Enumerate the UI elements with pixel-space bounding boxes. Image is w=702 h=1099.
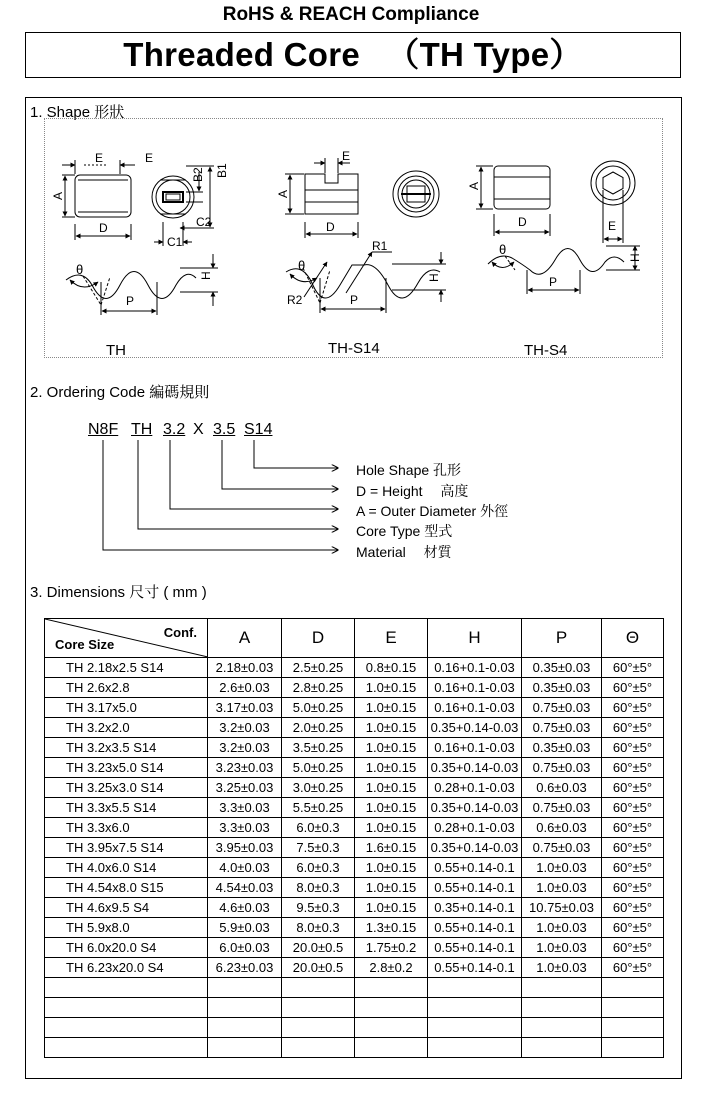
dimension-cell: 5.0±0.25 [282, 698, 355, 718]
code-diameter: 3.2 [163, 421, 186, 438]
dimension-cell: 0.35±0.03 [522, 678, 602, 698]
ths14-label-theta: θ [298, 258, 306, 273]
core-size-cell: TH 3.23x5.0 S14 [45, 758, 208, 778]
core-size-cell: TH 2.18x2.5 S14 [45, 658, 208, 678]
table-row [45, 758, 664, 778]
table-row [45, 778, 664, 798]
empty-cell [208, 1038, 282, 1058]
dimension-cell: 0.35+0.14-0.03 [428, 798, 522, 818]
ths14-label-e: E [342, 149, 351, 163]
dimension-cell: 3.2±0.03 [208, 718, 282, 738]
empty-cell [45, 1038, 208, 1058]
empty-cell [45, 978, 208, 998]
dimension-cell: 1.0±0.03 [522, 878, 602, 898]
core-size-cell: TH 3.17x5.0 [45, 698, 208, 718]
core-size-cell: TH 3.2x2.0 [45, 718, 208, 738]
dimension-cell: 0.55+0.14-0.1 [428, 858, 522, 878]
empty-cell [45, 1018, 208, 1038]
table-header-row [45, 619, 664, 658]
empty-cell [208, 978, 282, 998]
core-size-cell: TH 3.3x6.0 [45, 818, 208, 838]
empty-cell [282, 1018, 355, 1038]
legend-core-type: Core Type 型式 [356, 523, 453, 539]
shape-label-th: TH [106, 342, 126, 359]
core-size-cell: TH 3.25x3.0 S14 [45, 778, 208, 798]
dimension-cell: 2.8±0.25 [282, 678, 355, 698]
ths4-label-p: P [549, 275, 558, 289]
core-size-cell: TH 2.6x2.8 [45, 678, 208, 698]
table-corner-cell [45, 619, 208, 658]
dimension-cell: 0.8±0.15 [355, 658, 428, 678]
empty-cell [428, 1038, 522, 1058]
dimension-cell: 1.75±0.2 [355, 938, 428, 958]
th-label-e: E [95, 151, 104, 165]
empty-table-row [45, 998, 664, 1018]
empty-cell [355, 998, 428, 1018]
core-size-cell: TH 3.2x3.5 S14 [45, 738, 208, 758]
empty-cell [522, 978, 602, 998]
empty-cell [522, 1038, 602, 1058]
dimension-cell: 0.35±0.03 [522, 658, 602, 678]
dimension-cell: 1.0±0.15 [355, 758, 428, 778]
section-ordering-label: 2. Ordering Code 編碼規則 [30, 384, 210, 401]
dimension-cell: 4.54±0.03 [208, 878, 282, 898]
dimension-cell: 0.16+0.1-0.03 [428, 658, 522, 678]
dimension-cell: 1.0±0.15 [355, 778, 428, 798]
empty-cell [208, 1018, 282, 1038]
empty-cell [428, 1018, 522, 1038]
document-title: Threaded Core （TH Type） [25, 32, 681, 78]
empty-cell [602, 998, 664, 1018]
dimension-cell: 60°±5° [602, 678, 664, 698]
table-row [45, 838, 664, 858]
dimension-cell: 3.0±0.25 [282, 778, 355, 798]
core-size-cell: TH 4.0x6.0 S14 [45, 858, 208, 878]
table-row [45, 658, 664, 678]
table-row [45, 898, 664, 918]
dimension-cell: 4.0±0.03 [208, 858, 282, 878]
core-size-cell: TH 4.6x9.5 S4 [45, 898, 208, 918]
dimension-cell: 1.0±0.03 [522, 958, 602, 978]
core-size-cell: TH 6.0x20.0 S4 [45, 938, 208, 958]
dimension-cell: 1.0±0.15 [355, 898, 428, 918]
table-row [45, 678, 664, 698]
dimension-cell: 60°±5° [602, 798, 664, 818]
dimension-cell: 2.6±0.03 [208, 678, 282, 698]
dimension-cell: 8.0±0.3 [282, 878, 355, 898]
dimension-cell: 1.0±0.03 [522, 938, 602, 958]
th-label-e2: E [145, 151, 154, 165]
table-row [45, 858, 664, 878]
ths4-label-d: D [518, 215, 527, 229]
dimension-cell: 1.0±0.15 [355, 738, 428, 758]
dimension-cell: 0.28+0.1-0.03 [428, 778, 522, 798]
core-size-cell: TH 3.95x7.5 S14 [45, 838, 208, 858]
dimension-cell: 0.55+0.14-0.1 [428, 918, 522, 938]
dimension-cell: 1.0±0.03 [522, 918, 602, 938]
empty-cell [522, 1018, 602, 1038]
ths4-label-h: H [628, 253, 642, 262]
core-size-cell: TH 3.3x5.5 S14 [45, 798, 208, 818]
dimension-cell: 0.75±0.03 [522, 838, 602, 858]
dimension-cell: 60°±5° [602, 918, 664, 938]
ths4-label-theta: θ [499, 242, 507, 257]
th-label-b1: B1 [215, 163, 229, 178]
dimension-cell: 0.6±0.03 [522, 818, 602, 838]
dimension-cell: 60°±5° [602, 658, 664, 678]
dimension-cell: 0.35+0.14-0.1 [428, 898, 522, 918]
ths14-label-a: A [276, 189, 290, 198]
dimension-cell: 60°±5° [602, 778, 664, 798]
dimension-cell: 3.3±0.03 [208, 818, 282, 838]
dimension-cell: 5.0±0.25 [282, 758, 355, 778]
ths14-label-p: P [350, 293, 359, 307]
dimension-cell: 4.6±0.03 [208, 898, 282, 918]
dimension-cell: 1.0±0.15 [355, 678, 428, 698]
dimension-cell: 10.75±0.03 [522, 898, 602, 918]
table-row [45, 798, 664, 818]
dimension-cell: 1.6±0.15 [355, 838, 428, 858]
dimension-cell: 6.0±0.3 [282, 858, 355, 878]
table-row [45, 698, 664, 718]
empty-cell [428, 978, 522, 998]
dimension-cell: 1.0±0.15 [355, 698, 428, 718]
dimension-cell: 20.0±0.5 [282, 958, 355, 978]
dimension-cell: 20.0±0.5 [282, 938, 355, 958]
dimension-cell: 60°±5° [602, 718, 664, 738]
dimension-cell: 1.0±0.15 [355, 718, 428, 738]
column-header: H [428, 619, 522, 658]
shape-label-th-s4: TH-S4 [524, 342, 568, 359]
table-body [45, 658, 664, 1058]
th-label-c1: C1 [167, 235, 183, 249]
th-label-b2: B2 [191, 167, 205, 182]
dimension-cell: 0.28+0.1-0.03 [428, 818, 522, 838]
th-label-p: P [126, 294, 135, 308]
core-size-cell: TH 6.23x20.0 S4 [45, 958, 208, 978]
dimension-cell: 2.5±0.25 [282, 658, 355, 678]
corner-conf-label: Conf. [163, 625, 197, 640]
table-row [45, 958, 664, 978]
corner-core-size-label: Core Size [55, 637, 115, 652]
empty-cell [45, 998, 208, 1018]
dimension-cell: 5.5±0.25 [282, 798, 355, 818]
dimension-cell: 0.75±0.03 [522, 718, 602, 738]
column-header: D [282, 619, 355, 658]
th-label-d: D [99, 221, 108, 235]
dimension-cell: 5.9±0.03 [208, 918, 282, 938]
shape-label-th-s14: TH-S14 [328, 340, 380, 357]
empty-cell [208, 998, 282, 1018]
dimension-cell: 60°±5° [602, 758, 664, 778]
table-row [45, 818, 664, 838]
section-shape-label: 1. Shape 形狀 [30, 104, 125, 121]
ths14-label-r1: R1 [372, 239, 388, 253]
dimension-cell: 3.23±0.03 [208, 758, 282, 778]
dimension-cell: 3.95±0.03 [208, 838, 282, 858]
dimension-cell: 0.6±0.03 [522, 778, 602, 798]
dimension-cell: 0.75±0.03 [522, 758, 602, 778]
dimension-cell: 6.0±0.03 [208, 938, 282, 958]
empty-cell [602, 978, 664, 998]
dimension-cell: 0.75±0.03 [522, 798, 602, 818]
dimension-cell: 0.16+0.1-0.03 [428, 738, 522, 758]
section-dimensions-label: 3. Dimensions 尺寸 ( mm ) [30, 584, 207, 601]
table-row [45, 718, 664, 738]
table-row [45, 938, 664, 958]
dimension-cell: 0.55+0.14-0.1 [428, 958, 522, 978]
column-header: Θ [602, 619, 664, 658]
core-size-cell: TH 5.9x8.0 [45, 918, 208, 938]
compliance-heading: RoHS & REACH Compliance [222, 4, 480, 25]
dimension-cell: 3.17±0.03 [208, 698, 282, 718]
dimension-cell: 3.3±0.03 [208, 798, 282, 818]
ths14-label-r2: R2 [287, 293, 303, 307]
dimension-cell: 3.5±0.25 [282, 738, 355, 758]
dimension-cell: 0.35+0.14-0.03 [428, 838, 522, 858]
dimension-cell: 60°±5° [602, 838, 664, 858]
dimension-cell: 60°±5° [602, 898, 664, 918]
empty-cell [602, 1038, 664, 1058]
dimension-cell: 0.35+0.14-0.03 [428, 758, 522, 778]
dimension-cell: 0.55+0.14-0.1 [428, 938, 522, 958]
empty-cell [428, 998, 522, 1018]
empty-cell [355, 1038, 428, 1058]
dimension-cell: 60°±5° [602, 878, 664, 898]
empty-cell [282, 978, 355, 998]
dimension-cell: 1.0±0.15 [355, 878, 428, 898]
th-label-c2: C2 [196, 215, 212, 229]
ths4-label-e: E [608, 219, 617, 233]
legend-hole-shape: Hole Shape 孔形 [356, 462, 462, 478]
dimension-cell: 7.5±0.3 [282, 838, 355, 858]
dimension-cell: 60°±5° [602, 818, 664, 838]
core-size-cell: TH 4.54x8.0 S15 [45, 878, 208, 898]
dimension-cell: 60°±5° [602, 698, 664, 718]
empty-cell [282, 1038, 355, 1058]
empty-cell [522, 998, 602, 1018]
column-header: A [208, 619, 282, 658]
dimension-cell: 60°±5° [602, 738, 664, 758]
dimension-cell: 60°±5° [602, 858, 664, 878]
legend-outer-diameter: A = Outer Diameter 外徑 [356, 503, 509, 519]
dimension-cell: 60°±5° [602, 958, 664, 978]
dimension-cell: 1.0±0.03 [522, 858, 602, 878]
dimension-cell: 0.75±0.03 [522, 698, 602, 718]
th-label-theta: θ [76, 262, 84, 277]
empty-cell [282, 998, 355, 1018]
th-label-a: A [51, 191, 65, 200]
empty-table-row [45, 978, 664, 998]
dimension-cell: 2.0±0.25 [282, 718, 355, 738]
ths4-label-a: A [467, 181, 481, 190]
dimension-cell: 3.25±0.03 [208, 778, 282, 798]
dimension-cell: 0.16+0.1-0.03 [428, 698, 522, 718]
dimension-cell: 0.35±0.03 [522, 738, 602, 758]
ths14-label-h: H [427, 273, 441, 282]
legend-height: D = Height 高度 [356, 483, 469, 499]
dimension-cell: 1.3±0.15 [355, 918, 428, 938]
dimension-cell: 1.0±0.15 [355, 798, 428, 818]
table-row [45, 738, 664, 758]
dimension-cell: 3.2±0.03 [208, 738, 282, 758]
dimension-cell: 60°±5° [602, 938, 664, 958]
dimension-cell: 9.5±0.3 [282, 898, 355, 918]
dimension-cell: 6.0±0.3 [282, 818, 355, 838]
ths14-label-d: D [326, 220, 335, 234]
empty-table-row [45, 1038, 664, 1058]
dimension-cell: 0.55+0.14-0.1 [428, 878, 522, 898]
dimension-cell: 2.8±0.2 [355, 958, 428, 978]
table-row [45, 918, 664, 938]
empty-cell [355, 978, 428, 998]
dimension-cell: 8.0±0.3 [282, 918, 355, 938]
dimension-cell: 1.0±0.15 [355, 858, 428, 878]
dimension-cell: 2.18±0.03 [208, 658, 282, 678]
code-material: N8F [88, 421, 119, 438]
code-type: TH [131, 421, 153, 438]
legend-material: Material 材質 [356, 544, 452, 560]
dimension-cell: 6.23±0.03 [208, 958, 282, 978]
dimension-cell: 0.16+0.1-0.03 [428, 678, 522, 698]
dimension-cell: 0.35+0.14-0.03 [428, 718, 522, 738]
column-header: P [522, 619, 602, 658]
empty-table-row [45, 1018, 664, 1038]
code-hole-shape: S14 [244, 421, 273, 438]
th-label-h: H [199, 271, 213, 280]
empty-cell [602, 1018, 664, 1038]
code-separator: X [193, 421, 204, 438]
dimensions-table [44, 618, 664, 1058]
column-header: E [355, 619, 428, 658]
empty-cell [355, 1018, 428, 1038]
code-height: 3.5 [213, 421, 236, 438]
dimension-cell: 1.0±0.15 [355, 818, 428, 838]
table-row [45, 878, 664, 898]
